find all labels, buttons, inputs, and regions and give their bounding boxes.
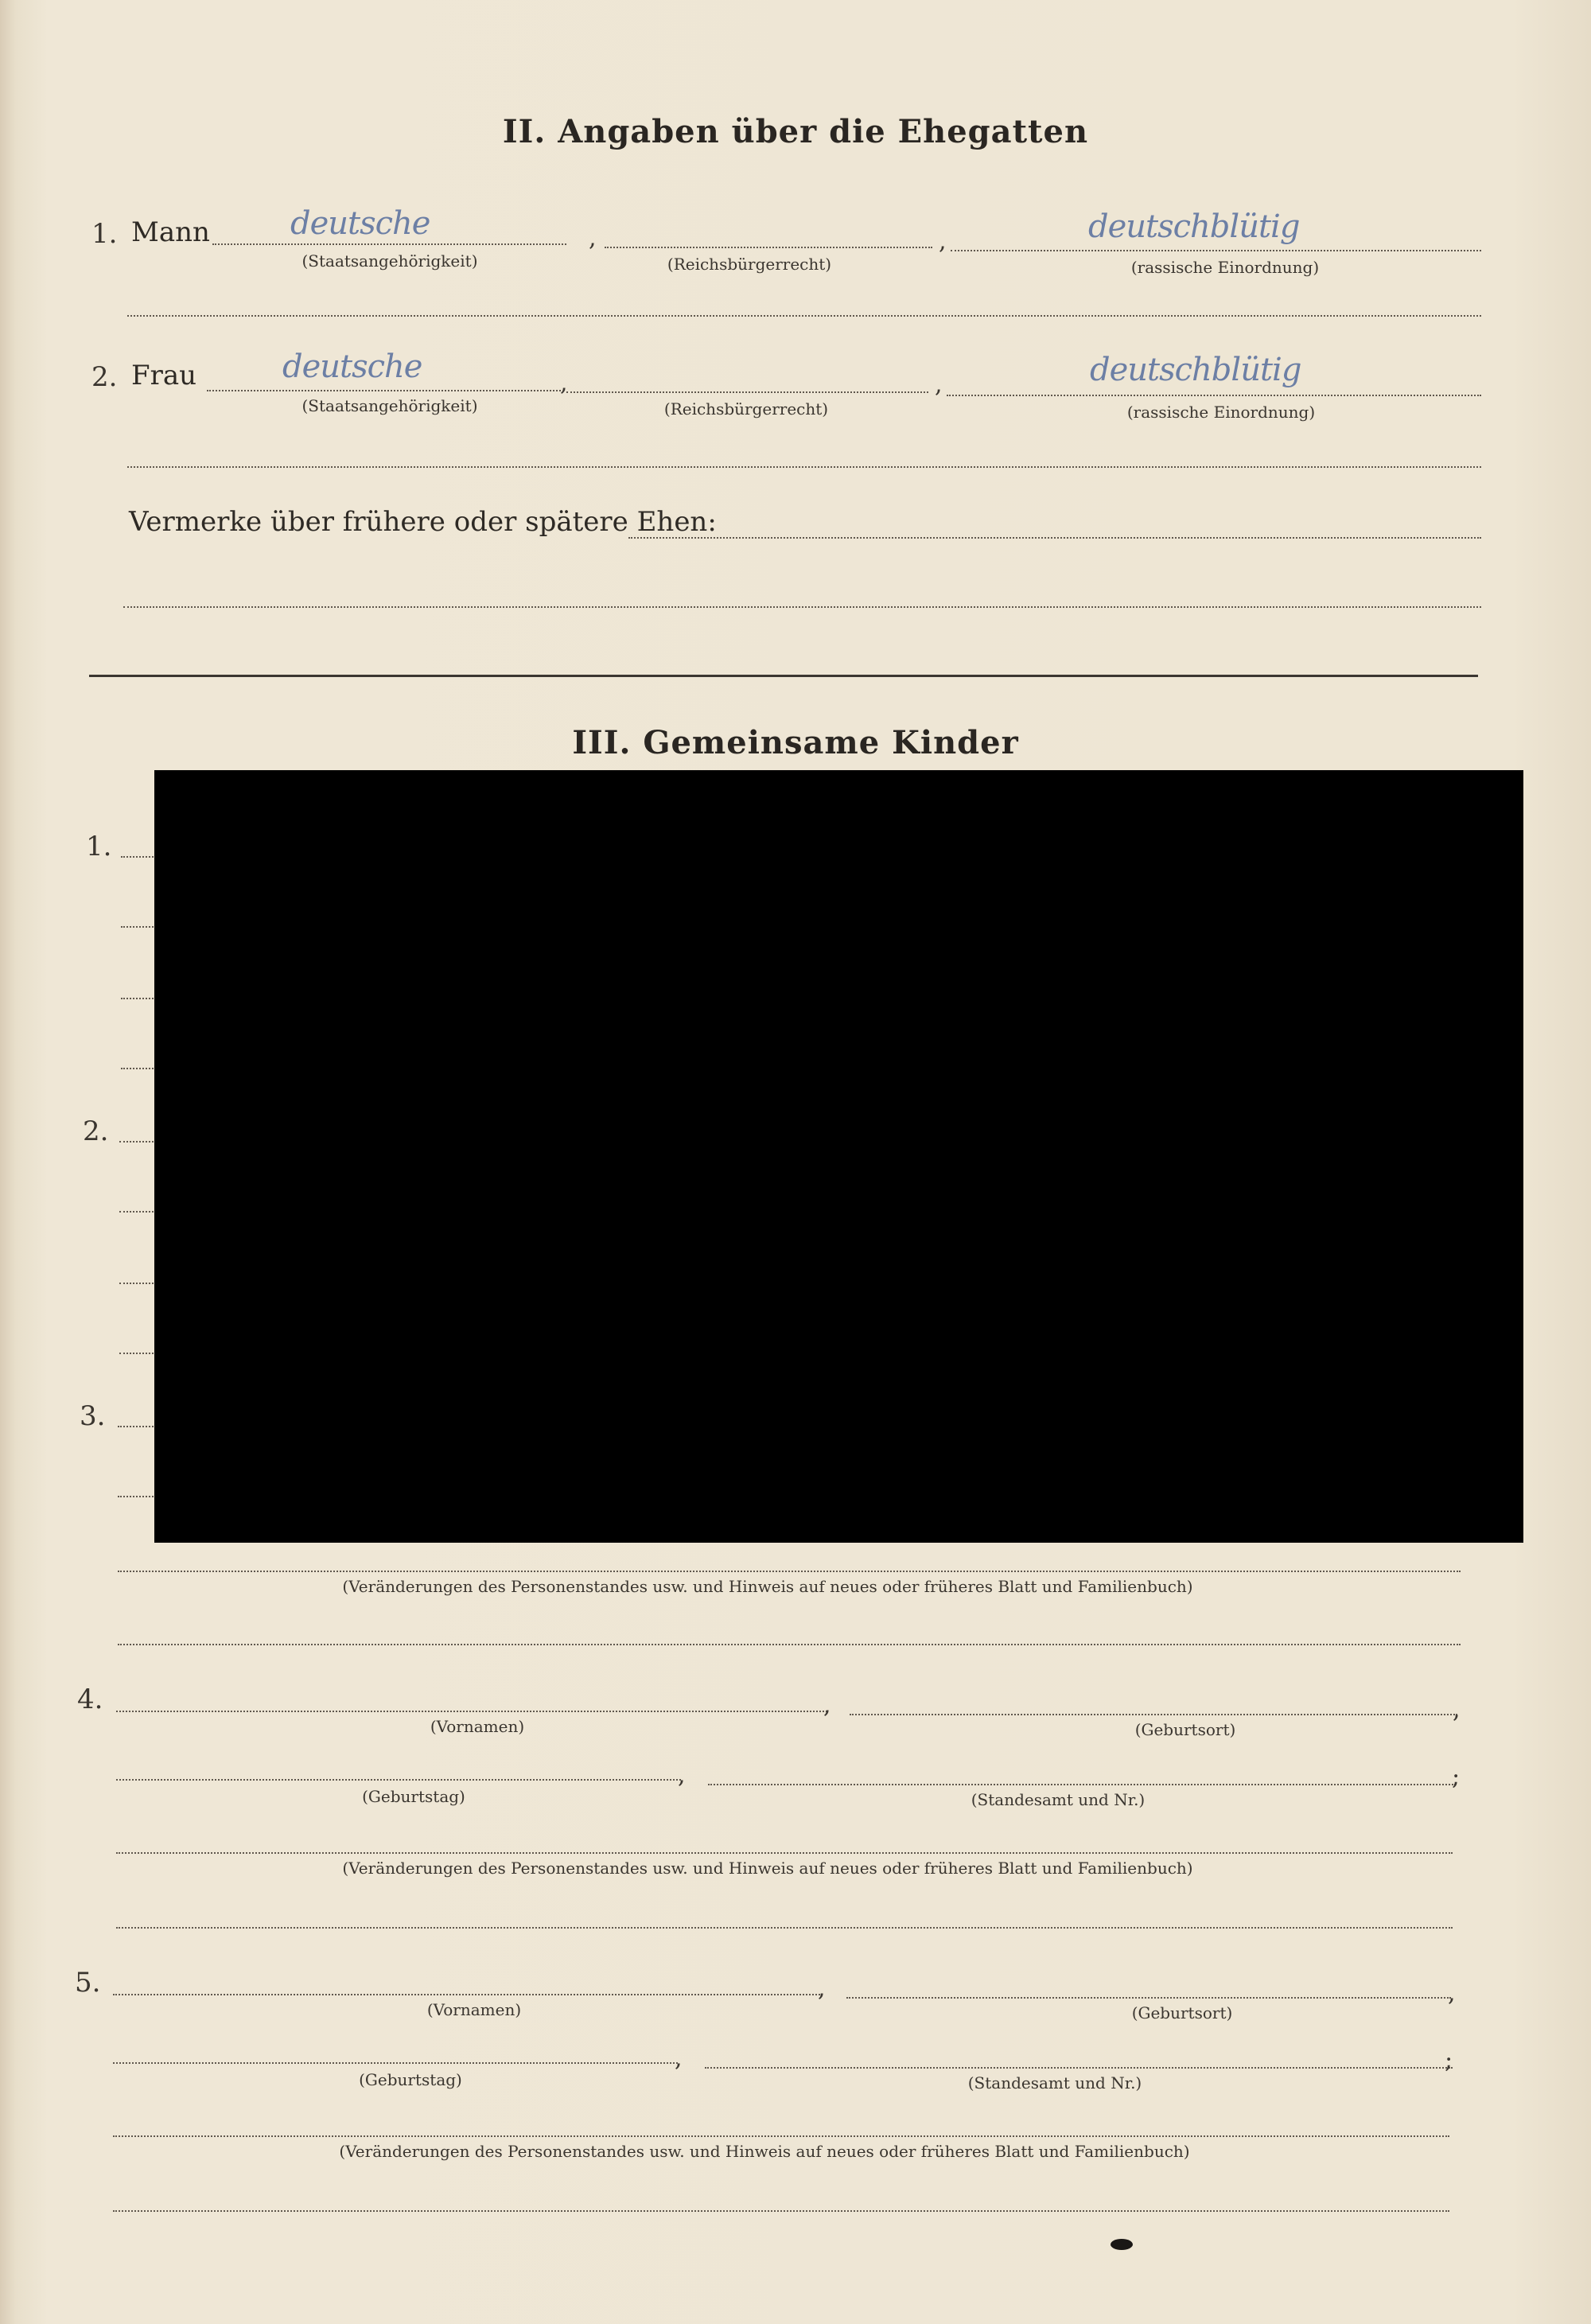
woman-racial-caption: (rassische Einordnung): [1126, 403, 1316, 422]
comma: ,: [560, 369, 568, 397]
comma: ,: [939, 228, 947, 255]
child-5-first-names-caption: (Vornamen): [426, 2000, 522, 2019]
marriage-notes-label: Vermerke über frühere oder spätere Ehen:: [129, 506, 717, 538]
semicolon: ;: [1445, 2046, 1453, 2074]
child-4-number: 4.: [77, 1684, 103, 1715]
child-4-birthdate-line: [116, 1779, 681, 1781]
child-3-changes-line-2: [118, 1644, 1461, 1645]
marriage-notes-line-1: [628, 537, 1481, 539]
child-5-birthdate-caption: (Geburtstag): [359, 2070, 462, 2089]
child-5-changes-caption: (Veränderungen des Personenstandes usw. und Hinweis auf neues oder früheres Blatt und Familienbuch): [339, 2142, 1190, 2161]
comma: ,: [823, 1691, 831, 1719]
child-4-registry-caption: (Standesamt und Nr.): [971, 1790, 1146, 1809]
child-5-registry-line: [705, 2067, 1453, 2069]
child-4-first-names-line: [116, 1711, 827, 1712]
child-4-changes-caption: (Veränderungen des Personenstandes usw. und Hinweis auf neues oder früheres Blatt und Familienbuch): [342, 1859, 1193, 1878]
child-3-changes-caption: (Veränderungen des Personenstandes usw. und Hinweis auf neues oder früheres Blatt und Familienbuch): [342, 1577, 1193, 1596]
child-4-changes-line: [116, 1852, 1453, 1854]
man-racial-line: [951, 250, 1481, 251]
man-racial-caption: (rassische Einordnung): [1130, 258, 1320, 277]
man-citizenship-line: [212, 243, 566, 245]
child-3-number: 3.: [80, 1400, 106, 1432]
section-3-title: III. Gemeinsame Kinder: [572, 724, 1019, 761]
child-3-changes-line: [118, 1571, 1461, 1572]
child-5-first-names-line: [113, 1994, 823, 1995]
child-1-line-stub: [121, 998, 157, 999]
child-2-line-stub: [119, 1283, 157, 1284]
child-5-birthdate-line: [113, 2062, 678, 2064]
man-reich-line: [605, 247, 932, 248]
woman-citizenship-caption: (Staatsangehörigkeit): [301, 396, 478, 415]
child-4-birthdate-caption: (Geburtstag): [362, 1787, 465, 1806]
woman-racial-handwriting: deutschblütig: [1090, 352, 1301, 388]
man-citizenship-caption: (Staatsangehörigkeit): [301, 251, 478, 271]
child-4-first-names-caption: (Vornamen): [430, 1717, 525, 1736]
woman-citizenship-handwriting: deutsche: [282, 348, 422, 385]
child-5-registry-caption: (Standesamt und Nr.): [967, 2073, 1142, 2092]
comma: ,: [589, 224, 597, 252]
comma: ,: [1448, 1979, 1456, 2007]
man-racial-handwriting: deutschblütig: [1088, 208, 1300, 245]
man-citizenship-handwriting: deutsche: [290, 205, 430, 242]
woman-reich-caption: (Reichsbürgerrecht): [663, 399, 829, 418]
woman-number: 2.: [91, 361, 118, 393]
child-1-line-stub: [121, 856, 157, 858]
child-3-line-stub: [118, 1426, 157, 1427]
woman-extra-line: [127, 466, 1481, 468]
child-3-line-stub: [118, 1496, 157, 1497]
ink-spot: [1111, 2239, 1133, 2250]
woman-label: Frau: [131, 360, 197, 391]
child-1-number: 1.: [86, 831, 112, 862]
child-4-registry-line: [708, 1784, 1456, 1785]
woman-reich-line: [566, 391, 928, 393]
comma: ,: [818, 1975, 826, 2003]
section-divider: [89, 675, 1478, 677]
child-4-birthplace-line: [850, 1714, 1457, 1715]
comma: ,: [1453, 1696, 1461, 1724]
child-5-changes-line: [113, 2135, 1449, 2137]
section-2-title: II. Angaben über die Ehegatten: [502, 113, 1089, 150]
man-number: 1.: [91, 218, 118, 250]
woman-citizenship-line: [207, 390, 561, 391]
child-2-line-stub: [119, 1141, 157, 1143]
marriage-notes-line-2: [123, 606, 1481, 608]
man-reich-caption: (Reichsbürgerrecht): [667, 255, 832, 274]
comma: ,: [935, 371, 943, 399]
comma: ,: [678, 1761, 686, 1789]
child-4-changes-line-2: [116, 1927, 1453, 1929]
man-extra-line: [127, 315, 1481, 317]
redaction-block: [154, 770, 1523, 1543]
child-5-number: 5.: [75, 1967, 101, 1999]
child-5-birthplace-caption: (Geburtsort): [1131, 2003, 1233, 2022]
child-2-number: 2.: [83, 1115, 109, 1147]
child-2-line-stub: [119, 1353, 157, 1354]
woman-racial-line: [947, 395, 1481, 396]
semicolon: ;: [1452, 1763, 1461, 1791]
comma: ,: [675, 2045, 683, 2073]
child-1-line-stub: [121, 926, 157, 928]
child-5-changes-line-2: [113, 2210, 1449, 2212]
man-label: Mann: [131, 216, 210, 248]
child-2-line-stub: [119, 1211, 157, 1213]
child-4-birthplace-caption: (Geburtsort): [1134, 1720, 1236, 1739]
child-5-birthplace-line: [846, 1997, 1451, 1999]
child-1-line-stub: [121, 1068, 157, 1069]
